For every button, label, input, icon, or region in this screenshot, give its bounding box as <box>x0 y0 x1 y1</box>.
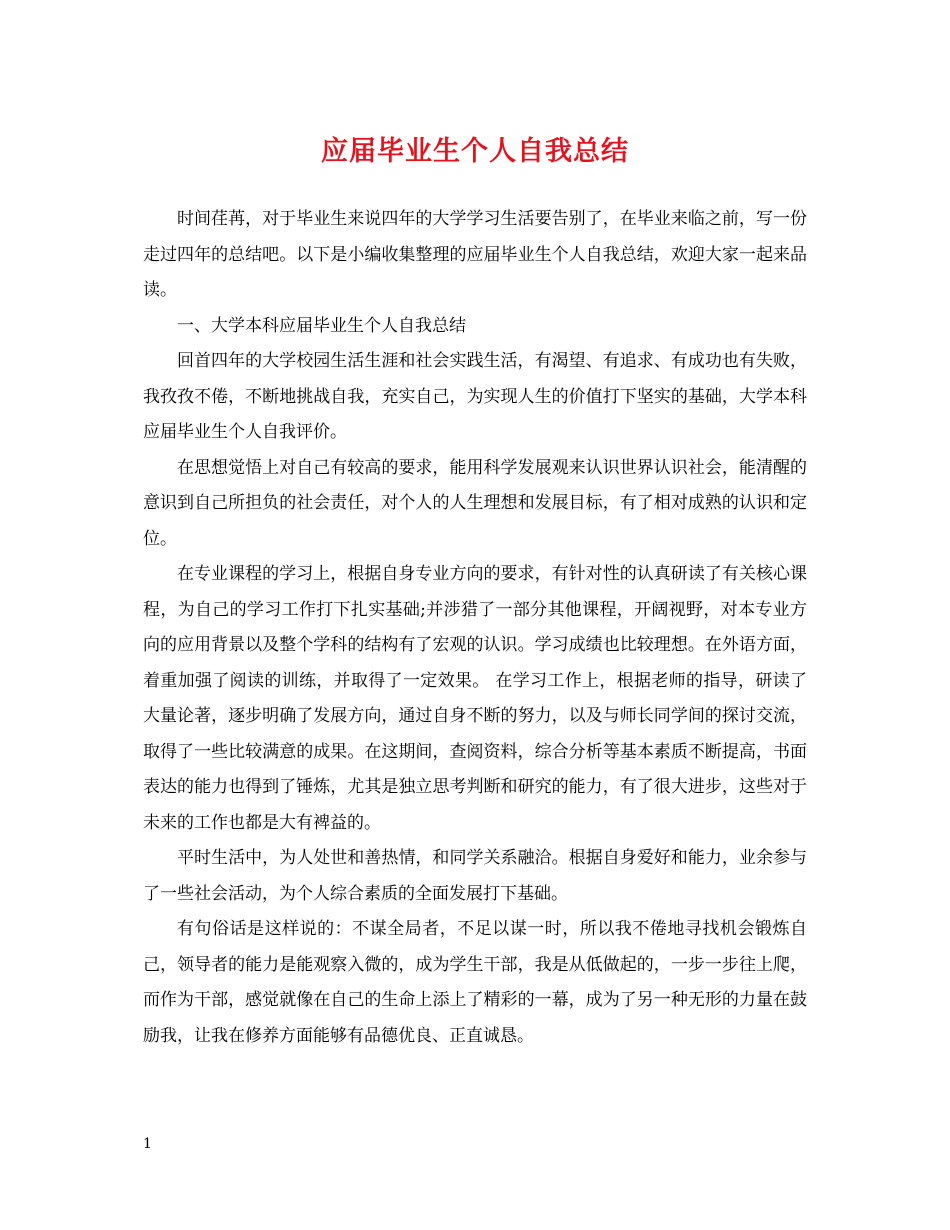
paragraph-study: 在专业课程的学习上，根据自身专业方向的要求，有针对性的认真研读了有关核心课程，为自己的学习工作打下扎实基础;并涉猎了一部分其他课程，开阔视野，对本专业方向的应用背景以及整个学科的结构有了宏观的认识。学习成绩也比较理想。在外语方面，着重加强了阅读的训练，并取得了一定效果。 在学习工作上，根据老师的指导，研读了大量论著，逐步明确了发展方向，通过自身不断的努力，以及与师长同学间的探讨交流，取得了一些比较满意的成果。在这期间，查阅资料，综合分析等基本素质不断提高，书面表达的能力也得到了锤炼，尤其是独立思考判断和研究的能力，有了很大进步，这些对于未来的工作也都是大有裨益的。 <box>143 564 807 833</box>
paragraph-ideology: 在思想觉悟上对自己有较高的要求，能用科学发展观来认识世界认识社会，能清醒的意识到自己所担负的社会责任，对个人的人生理想和发展目标，有了相对成熟的认识和定位。 <box>143 457 807 549</box>
page-number: 1 <box>143 1136 152 1152</box>
paragraph-review: 回首四年的大学校园生活生涯和社会实践生活，有渴望、有追求、有成功也有失败，我孜孜不倦，不断地挑战自我，充实自己，为实现人生的价值打下坚实的基础，大学本科应届毕业生个人自我评价。 <box>143 351 807 442</box>
document-title: 应届毕业生个人自我总结 <box>321 136 629 167</box>
paragraph-intro: 时间荏苒，对于毕业生来说四年的大学学习生活要告别了，在毕业来临之前，写一份走过四年的总结吧。以下是小编收集整理的应届毕业生个人自我总结，欢迎大家一起来品读。 <box>143 209 807 300</box>
document-body <box>143 202 807 1054</box>
paragraph-life: 平时生活中，为人处世和善热情，和同学关系融洽。根据自身爱好和能力，业余参与了一些社会活动，为个人综合素质的全面发展打下基础。 <box>143 848 807 904</box>
section-heading: 一、大学本科应届毕业生个人自我总结 <box>177 315 466 336</box>
paragraph-leadership: 有句俗话是这样说的：不谋全局者，不足以谋一时，所以我不倦地寻找机会锻炼自己，领导者的能力是能观察入微的，成为学生干部，我是从低做起的，一步一步往上爬，而作为干部，感觉就像在自己的生命上添上了精彩的一幕，成为了另一种无形的力量在鼓励我，让我在修养方面能够有品德优良、正直诚恳。 <box>143 919 807 1046</box>
